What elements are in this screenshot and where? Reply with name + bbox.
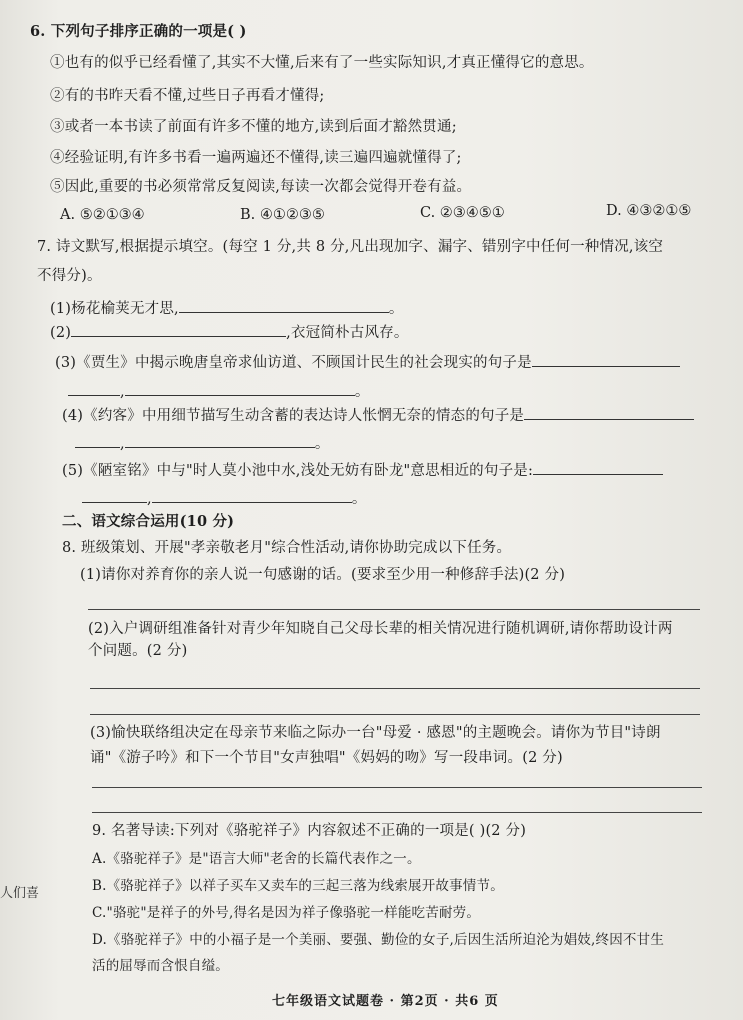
q9-option-d-line2: 活的屈辱而含恨自缢。 [92,958,229,974]
q8-part2-answer-line-1[interactable] [90,688,700,689]
q6-sentence-5: ⑤因此,重要的书必须常常反复阅读,每读一次都会觉得开卷有益。 [50,179,472,195]
q7-item4 [62,405,694,426]
q7-item3-cont [68,381,370,402]
q7-item3-comma: , [120,384,125,400]
q7-item5-prompt: (5)《陋室铭》中与"时人莫小池中水,浅处无妨有卧龙"意思相近的句子是: [62,463,534,479]
q7-item5-blank3[interactable] [152,488,352,503]
q9-option-b[interactable]: B.《骆驼祥子》以祥子买车又卖车的三起三落为线索展开故事情节。 [92,878,504,894]
q7-item3-prompt: (3)《贾生》中揭示晚唐皇帝求仙访道、不顾国计民生的社会现实的句子是 [55,355,532,371]
q6-option-a[interactable]: A. ⑤②①③④ [60,207,145,223]
q8-stem: 8. 班级策划、开展"孝亲敬老月"综合性活动,请你协助完成以下任务。 [62,540,512,556]
q7-item5 [62,460,663,481]
q7-item3 [55,352,680,373]
section2-heading: 二、语文综合运用(10 分) [62,513,235,530]
q8-part3-line1: (3)愉快联络组决定在母亲节来临之际办一台"母爱 · 感恩"的主题晚会。请你为节目"诗朗 [90,725,661,741]
q7-item4-cont [75,433,330,454]
q7-item5-blank1[interactable] [533,460,663,475]
q7-item4-blank1[interactable] [524,405,694,420]
q7-item2-prompt: (2) [50,325,72,341]
q7-item3-blank2[interactable] [68,381,120,396]
q7-item3-blank3[interactable] [125,381,355,396]
q7-item4-comma: , [120,436,125,452]
page-footer: 七年级语文试题卷 · 第2页 · 共6 页 [272,994,499,1009]
q8-part3-answer-line-1[interactable] [92,787,702,788]
q7-item4-blank3[interactable] [125,433,315,448]
q7-item4-prompt: (4)《约客》中用细节描写生动含蓄的表达诗人怅惘无奈的情态的句子是 [62,408,525,424]
q7-stem-line1: 7. 诗文默写,根据提示填空。(每空 1 分,共 8 分,凡出现加字、漏字、错别字中任何一种情况,该空 [37,239,664,255]
q7-item5-blank2[interactable] [82,488,147,503]
q7-item4-blank2[interactable] [75,433,120,448]
q7-item3-blank1[interactable] [532,352,680,367]
q6-option-b[interactable]: B. ④①②③⑤ [240,207,325,223]
q8-part3-line2: 诵"《游子吟》和下一个节目"女声独唱"《妈妈的吻》写一段串词。(2 分) [90,750,563,766]
q8-part2-answer-line-2[interactable] [90,714,700,715]
q7-item4-end: 。 [314,436,330,452]
q6-sentence-4: ④经验证明,有许多书看一遍两遍还不懂得,读三遍四遍就懂得了; [50,150,462,166]
q8-part2-line1: (2)入户调研组准备针对青少年知晓自己父母长辈的相关情况进行随机调研,请你帮助设计两 [88,621,673,637]
q7-item3-end: 。 [354,384,370,400]
q6-sentence-3: ③或者一本书读了前面有许多不懂的地方,读到后面才豁然贯通; [50,119,457,135]
q7-item1-prompt: (1)杨花榆荚无才思, [50,301,179,317]
q7-item2-end: ,衣冠简朴古风存。 [286,325,409,341]
q9-option-d-line1[interactable]: D.《骆驼祥子》中的小福子是一个美丽、要强、勤俭的女子,后因生活所迫沦为娼妓,终因不甘生 [92,932,665,948]
q7-item1 [50,298,404,319]
q8-part3-answer-line-2[interactable] [92,812,702,813]
q7-item2-blank[interactable] [71,322,286,337]
q7-item5-comma: , [147,491,152,507]
q8-part2-line2: 个问题。(2 分) [88,643,188,659]
q6-option-c[interactable]: C. ②③④⑤① [420,205,505,221]
q7-item1-blank[interactable] [179,298,389,313]
q6-sentence-1: ①也有的似乎已经看懂了,其实不大懂,后来有了一些实际知识,才真正懂得它的意思。 [50,55,594,71]
q8-part1: (1)请你对养育你的亲人说一句感谢的话。(要求至少用一种修辞手法)(2 分) [80,567,566,583]
q6-option-d[interactable]: D. ④③②①⑤ [606,203,692,219]
q7-stem-line2: 不得分)。 [37,268,102,284]
q9-option-a[interactable]: A.《骆驼祥子》是"语言大师"老舍的长篇代表作之一。 [92,851,421,867]
q7-item5-end: 。 [351,491,367,507]
left-margin-text: 人们喜 [0,886,40,901]
q6-sentence-2: ②有的书昨天看不懂,过些日子再看才懂得; [50,88,325,104]
q7-item2 [50,322,409,343]
q8-part1-answer-line[interactable] [88,609,700,610]
q7-item5-cont [82,488,367,509]
q6-stem: 6. 下列句子排序正确的一项是( ) [30,23,247,40]
q7-item1-end: 。 [388,301,404,317]
q9-stem: 9. 名著导读:下列对《骆驼祥子》内容叙述不正确的一项是( )(2 分) [92,823,527,839]
q9-option-c[interactable]: C."骆驼"是祥子的外号,得名是因为祥子像骆驼一样能吃苦耐劳。 [92,905,481,921]
